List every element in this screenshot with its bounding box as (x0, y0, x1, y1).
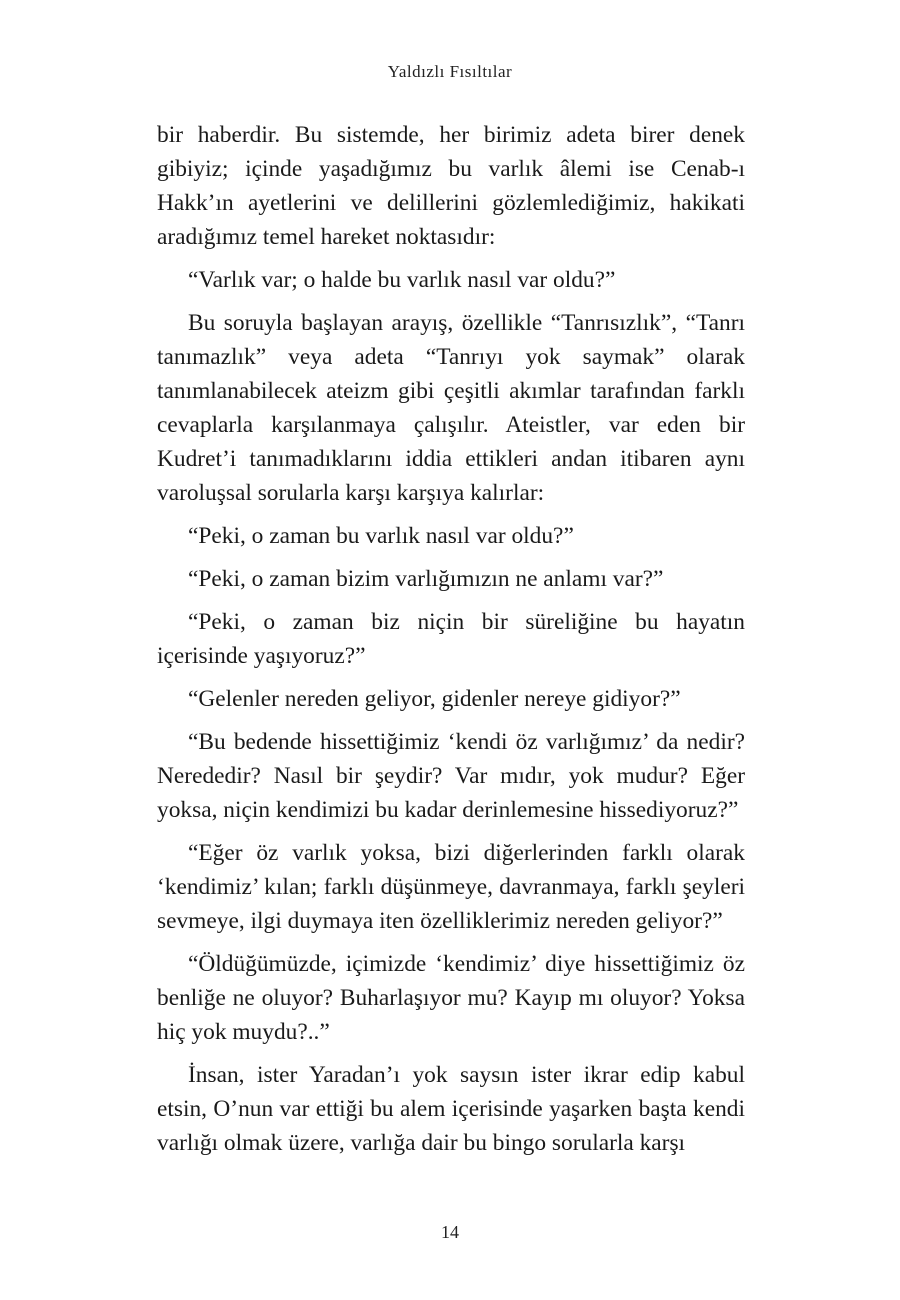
paragraph: “Bu bedende hissettiğimiz ‘kendi öz varlığımız’ da nedir? Nerededir? Nasıl bir şeydir? Var mıdır, yok mudur? Eğer yoksa, niçin kendimizi bu kadar derinlemesine hissediyoruz?” (157, 729, 745, 823)
paragraph: İnsan, ister Yaradan’ı yok saysın ister ikrar edip kabul etsin, O’nun var ettiği bu alem içerisinde yaşarken başta kendi varlığı olmak üzere, varlığa dair bu bingo sorularla karşı (157, 1062, 745, 1156)
paragraph: Bu soruyla başlayan arayış, özellikle “Tanrısızlık”, “Tanrı tanımazlık” veya adeta “Tanrıyı yok saymak” olarak tanımlanabilecek ateizm gibi çeşitli akımlar tarafından farklı cevaplarla karşılanmaya çalışılır. Ateistler, var eden bir Kudret’i tanımadıklarını iddia ettikleri andan itibaren aynı varoluşsal sorularla karşı karşıya kalırlar: (157, 310, 745, 506)
paragraph: “Peki, o zaman bu varlık nasıl var oldu?” (188, 523, 574, 549)
paragraph: “Eğer öz varlık yoksa, bizi diğerlerinden farklı olarak ‘kendimiz’ kılan; farklı düşünmeye, davranmaya, farklı şeyleri sevmeye, ilgi duymaya iten özelliklerimiz nereden geliyor?” (157, 840, 745, 934)
body-text (157, 118, 745, 1169)
paragraph: “Peki, o zaman bizim varlığımızın ne anlamı var?” (188, 566, 664, 592)
page-number: 14 (441, 1222, 459, 1242)
paragraph: “Peki, o zaman biz niçin bir süreliğine bu hayatın içerisinde yaşıyoruz?” (157, 609, 745, 669)
paragraph: “Gelenler nereden geliyor, gidenler nereye gidiyor?” (188, 686, 681, 712)
paragraph: “Varlık var; o halde bu varlık nasıl var oldu?” (188, 267, 616, 293)
paragraph: “Öldüğümüzde, içimizde ‘kendimiz’ diye hissettiğimiz öz benliğe ne oluyor? Buharlaşıyor mu? Kayıp mı oluyor? Yoksa hiç yok muydu?..” (157, 951, 745, 1045)
running-header: Yaldızlı Fısıltılar (387, 62, 513, 81)
paragraph: bir haberdir. Bu sistemde, her birimiz adeta birer denek gibiyiz; içinde yaşadığımız bu varlık âlemi ise Cenab-ı Hakk’ın ayetlerini ve delillerini gözlemlediğimiz, hakikati aradığımız temel hareket noktasıdır: (157, 122, 745, 250)
